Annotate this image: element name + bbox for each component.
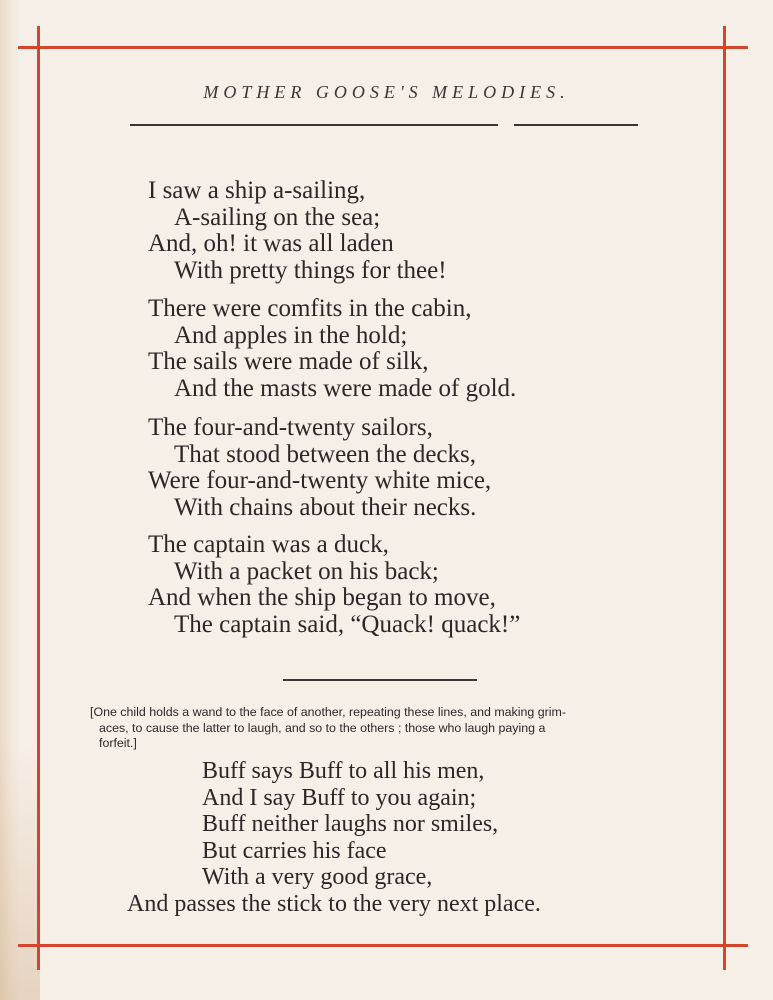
border-right-rule — [723, 26, 726, 970]
poem-stanza — [127, 758, 541, 917]
verse-line: And apples in the hold; — [174, 321, 408, 349]
instruction-line: aces, to cause the latter to laugh, and so to the others ; those who laugh paying a — [99, 720, 546, 735]
verse-line: There were comfits in the cabin, — [148, 295, 472, 322]
poem-stanza — [148, 296, 516, 402]
instruction-note — [90, 705, 702, 752]
verse-line: The captain was a duck, — [148, 531, 389, 558]
border-bottom-rule — [18, 944, 748, 947]
border-left-rule — [37, 26, 40, 970]
header-rule — [130, 124, 498, 126]
poem-stanza — [148, 415, 491, 521]
verse-line: But carries his face — [202, 837, 387, 864]
verse-line: And, oh! it was all laden — [148, 230, 394, 257]
verse-line: With a very good grace, — [202, 864, 433, 890]
verse-line: Were four-and-twenty white mice, — [148, 467, 492, 494]
verse-line: And the masts were made of gold. — [174, 374, 517, 402]
verse-line: Buff neither laughs nor smiles, — [202, 811, 499, 837]
instruction-line: [One child holds a wand to the face of another, repeating these lines, and making grim- — [90, 705, 566, 719]
verse-line: With a packet on his back; — [174, 557, 439, 585]
border-top-rule — [18, 46, 748, 49]
verse-line: With pretty things for thee! — [174, 256, 447, 284]
verse-line: Buff says Buff to all his men, — [202, 758, 485, 784]
verse-line: That stood between the decks, — [174, 440, 476, 468]
verse-line: And I say Buff to you again; — [202, 784, 477, 811]
page-stain — [0, 740, 40, 1000]
verse-line: A-sailing on the sea; — [174, 203, 381, 231]
verse-line: The sails were made of silk, — [148, 348, 429, 375]
page-title: MOTHER GOOSE'S MELODIES. — [203, 82, 570, 102]
verse-line: I saw a ship a-sailing, — [148, 177, 366, 204]
poem-stanza — [148, 178, 447, 284]
poem-stanza — [148, 532, 520, 638]
verse-line: And when the ship began to move, — [148, 584, 496, 611]
header-rule — [514, 124, 638, 126]
verse-line: And passes the stick to the very next place. — [127, 890, 541, 917]
instruction-line: forfeit.] — [99, 736, 137, 750]
verse-line: The captain said, “Quack! quack!” — [174, 610, 521, 638]
verse-line: The four-and-twenty sailors, — [148, 414, 433, 441]
verse-line: With chains about their necks. — [174, 493, 477, 521]
section-divider — [283, 679, 477, 681]
